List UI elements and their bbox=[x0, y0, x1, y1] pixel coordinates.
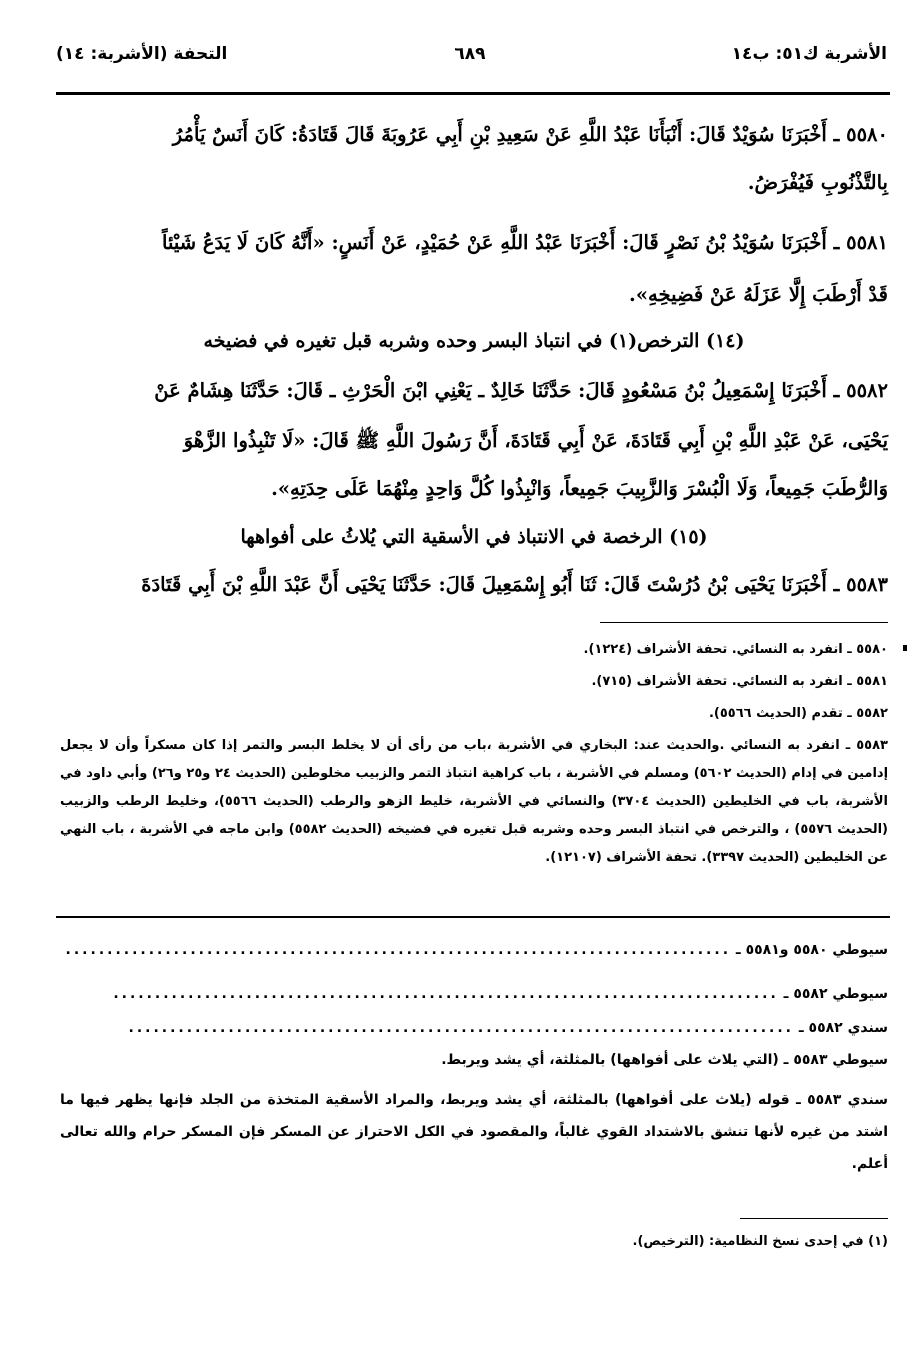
footnote-1: (١) في إحدى نسخ النظامية: (الترخيص). bbox=[632, 1234, 888, 1249]
commentary-label: سيوطي ٥٥٨٠ و٥٥٨١ ـ bbox=[735, 942, 888, 958]
margin-mark bbox=[903, 645, 907, 651]
takhrij-5582: ٥٥٨٢ ـ تقدم (الحديث ٥٥٦٦). bbox=[708, 706, 888, 721]
chapter-heading-15: (١٥) الرخصة في الانتباذ في الأسقية التي يُلاثُ على أفواهها bbox=[240, 526, 708, 548]
dotted-leader: ................................................................................ bbox=[128, 1020, 794, 1036]
takhrij-rule bbox=[600, 622, 888, 623]
hadith-5582-line2: يَحْيَى، عَنْ عَبْدِ اللَّهِ بْنِ أَبِي قَتَادَةَ، عَنْ أَبِي قَتَادَةَ، أَنَّ رَسُولَ اللَّهِ ﷺ قَالَ: «لَا تَنْبِذُوا الزَّهْوَ bbox=[183, 429, 888, 452]
commentary-label: سيوطي ٥٥٨٢ ـ bbox=[783, 986, 888, 1002]
commentary-suyuti-5580-5581 bbox=[60, 942, 888, 958]
dotted-leader: ................................................................................ bbox=[113, 986, 779, 1002]
page-number: ٦٨٩ bbox=[454, 44, 486, 64]
commentary-suyuti-5583: سيوطي ٥٥٨٣ ـ (التي يلاث على أفواهها) بالمثلثة، أي يشد ويربط. bbox=[441, 1052, 888, 1068]
chapter-heading-14: (١٤) الترخص(١) في انتباذ البسر وحده وشربه قبل تغيره في فضيخه bbox=[203, 330, 745, 352]
hadith-5580-line2: بِالتَّذْنُوبِ فَيُفْرَضُ. bbox=[747, 171, 888, 194]
takhrij-5580: ٥٥٨٠ ـ انفرد به النسائي. تحفة الأشراف (١٢٢٤). bbox=[583, 642, 888, 657]
commentary-sindi-5583: سندي ٥٥٨٣ ـ قوله (يلاث على أفواهها) بالمثلثة، أي يشد ويربط، والمراد الأسقية المتخذة من الجلد فإنها يظهر فيها ما اشتد من غيره لأنها تنشق بالاشتداد القوي غالباً، والمقصود في الكل الاحتراز عن المسكر فإن المسكر حرام والله تعالى أعلم. bbox=[60, 1092, 888, 1172]
hadith-5582-line3: وَالرُّطَبَ جَمِيعاً، وَلَا الْبُسْرَ وَالزَّبِيبَ جَمِيعاً، وَانْبِذُوا كُلَّ وَاحِدٍ مِنْهُمَا عَلَى حِدَتِهِ». bbox=[271, 477, 888, 500]
dotted-leader: ................................................................................ bbox=[65, 942, 732, 958]
hadith-5580-line1: ٥٥٨٠ ـ أَخْبَرَنَا سُوَيْدٌ قَالَ: أَنْبَأَنَا عَبْدُ اللَّهِ عَنْ سَعِيدِ بْنِ أَبِي عَرُوبَةَ قَالَ قَتَادَةُ: كَانَ أَنَسٌ يَأْمُرُ bbox=[172, 123, 888, 146]
header-chapter: الأشربة ك٥١: ب١٤ bbox=[731, 44, 887, 64]
hadith-5583-line1: ٥٥٨٣ ـ أَخْبَرَنَا يَحْيَى بْنُ دُرُسْتَ قَالَ: ثَنَا أَبُو إِسْمَعِيلَ قَالَ: حَدَّثَنَا يَحْيَى أَنَّ عَبْدَ اللَّهِ بْنَ أَبِي قَتَادَةَ bbox=[141, 573, 888, 596]
hadith-5581-line2: قَدْ أَرْطَبَ إِلَّا عَزَلَهُ عَنْ فَضِيخِهِ». bbox=[629, 283, 888, 306]
takhrij-5583: ٥٥٨٣ ـ انفرد به النسائي .والحديث عند: البخاري في الأشربة ،باب من رأى أن لا يخلط البسر والتمر إذا كان مسكراً وأن لا يجعل إدامين في إدام (الحديث ٥٦٠٢) ومسلم في الأشربة ، باب كراهية انتباذ التمر والزبيب مخلوطين (الحديث ٢٤ و٢٥ و٢٦) وأبي داود في الأشربة، باب في الخليطين (الحديث ٣٧٠٤) والنسائي في الأشربة، خليط الزهو والرطب (الحديث ٥٥٦٦)، وخليط الرطب والزبيب (الحديث ٥٥٧٦) ، والترخص في انتباذ البسر وحده وشربه قبل تغيره في فضيخه (الحديث ٥٥٨٢) وابن ماجه في الأشربة ، باب النهي عن الخليطين (الحديث ٣٣٩٧). تحفة الأشراف (١٢١٠٧). bbox=[60, 738, 889, 865]
takhrij-5581: ٥٥٨١ ـ انفرد به النسائي. تحفة الأشراف (٧١٥). bbox=[591, 674, 888, 689]
commentary-label: سندي ٥٥٨٢ ـ bbox=[798, 1020, 888, 1036]
commentary-sindi-5582 bbox=[60, 1020, 888, 1036]
commentary-rule bbox=[56, 916, 890, 918]
footnote-rule bbox=[740, 1218, 888, 1219]
header-tuhfa: التحفة (الأشربة: ١٤) bbox=[56, 44, 228, 64]
hadith-5581-line1: ٥٥٨١ ـ أَخْبَرَنَا سُوَيْدُ بْنُ نَصْرٍ قَالَ: أَخْبَرَنَا عَبْدُ اللَّهِ عَنْ حُمَيْدٍ، عَنْ أَنَسٍ: «أَنَّهُ كَانَ لَا يَدَعُ شَيْئاً bbox=[162, 231, 888, 254]
commentary-suyuti-5582 bbox=[60, 986, 888, 1002]
header-rule bbox=[56, 92, 890, 95]
hadith-5582-line1: ٥٥٨٢ ـ أَخْبَرَنَا إِسْمَعِيلُ بْنُ مَسْعُودٍ قَالَ: حَدَّثَنَا خَالِدٌ ـ يَعْنِي ابْنَ الْحَرْثِ ـ قَالَ: حَدَّثَنَا هِشَامٌ عَنْ bbox=[154, 379, 888, 402]
